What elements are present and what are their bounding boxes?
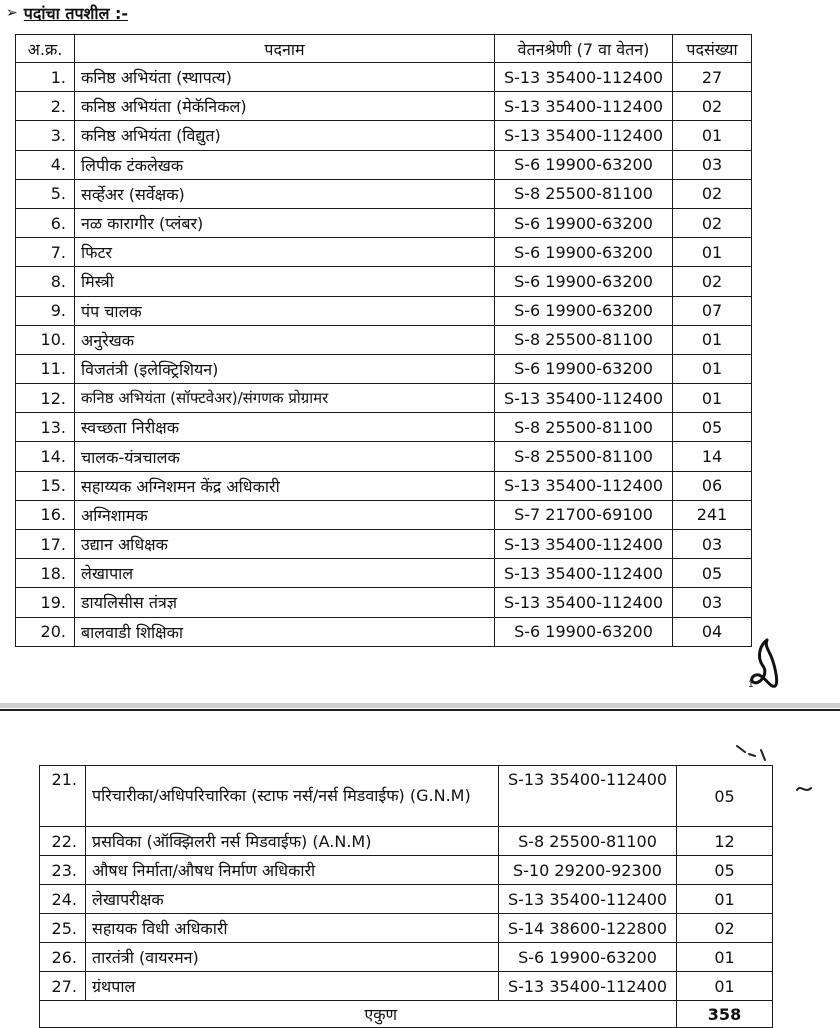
table-header-row (16, 35, 752, 63)
table-row (16, 267, 752, 296)
pay-scale: S-6 19900-63200 (495, 208, 673, 237)
post-count: 241 (673, 500, 752, 529)
sr-no: 22. (40, 827, 86, 856)
table-row (16, 354, 752, 383)
pay-scale: S-7 21700-69100 (495, 500, 673, 529)
post-name: चालक-यंत्रचालक (75, 442, 495, 471)
post-count: 01 (673, 354, 752, 383)
table-row (16, 384, 752, 413)
pay-scale: S-13 35400-112400 (495, 63, 673, 92)
pay-scale: S-8 25500-81100 (499, 827, 677, 856)
table-row (40, 972, 773, 1001)
post-name: बालवाडी शिक्षिका (75, 617, 495, 646)
table-row (16, 325, 752, 354)
pay-scale: S-13 35400-112400 (495, 92, 673, 121)
section-heading-text: पदांचा तपशील :- (23, 4, 129, 23)
sr-no: 26. (40, 943, 86, 972)
post-name: डायलिसीस तंत्रज्ञ (75, 588, 495, 617)
table-row (16, 179, 752, 208)
header-sr-no: अ.क्र. (16, 35, 75, 63)
table-row (16, 617, 752, 646)
pay-scale: S-13 35400-112400 (499, 972, 677, 1001)
sr-no: 25. (40, 914, 86, 943)
post-count: 02 (673, 208, 752, 237)
post-name: लेखापरीक्षक (86, 885, 499, 914)
post-name: कनिष्ठ अभियंता (विद्युत) (75, 121, 495, 150)
post-count: 01 (673, 121, 752, 150)
sr-no: 8. (16, 267, 75, 296)
pay-scale: S-6 19900-63200 (495, 267, 673, 296)
sr-no: 21. (40, 766, 86, 827)
header-post-count: पदसंख्या (673, 35, 752, 63)
sr-no: 20. (16, 617, 75, 646)
total-label: एकुण (86, 1001, 677, 1028)
table-row (40, 766, 773, 827)
page-break-divider (0, 709, 840, 711)
post-count: 06 (673, 471, 752, 500)
table-row (40, 914, 773, 943)
total-row (40, 1001, 773, 1028)
pay-scale: S-6 19900-63200 (495, 296, 673, 325)
pay-scale: S-8 25500-81100 (495, 325, 673, 354)
post-name: लेखापाल (75, 559, 495, 588)
table-row (16, 500, 752, 529)
post-name: कनिष्ठ अभियंता (मेकॅनिकल) (75, 92, 495, 121)
table-row (40, 885, 773, 914)
pay-scale: S-13 35400-112400 (495, 530, 673, 559)
pay-scale: S-14 38600-122800 (499, 914, 677, 943)
pay-scale: S-10 29200-92300 (499, 856, 677, 885)
sr-no: 11. (16, 354, 75, 383)
total-spacer (40, 1001, 86, 1028)
sr-no: 9. (16, 296, 75, 325)
post-count: 04 (673, 617, 752, 646)
sr-no: 1. (16, 63, 75, 92)
arrow-bullet-icon: ➢ (6, 5, 18, 21)
table-row (16, 92, 752, 121)
post-name: ग्रंथपाल (86, 972, 499, 1001)
sr-no: 18. (16, 559, 75, 588)
post-count: 02 (673, 267, 752, 296)
post-name: उद्यान अधिक्षक (75, 530, 495, 559)
post-name: प्रसविका (ऑक्झिलरी नर्स मिडवाईफ) (A.N.M) (86, 827, 499, 856)
pay-scale: S-13 35400-112400 (495, 559, 673, 588)
posts-table-page-1 (15, 34, 752, 647)
pay-scale: S-6 19900-63200 (499, 943, 677, 972)
post-count: 03 (673, 530, 752, 559)
post-name: अनुरेखक (75, 325, 495, 354)
table-row (16, 121, 752, 150)
pay-scale: S-13 35400-112400 (495, 588, 673, 617)
table-row (16, 208, 752, 237)
post-count: 12 (677, 827, 773, 856)
table-row (40, 943, 773, 972)
table-row (16, 442, 752, 471)
table-row (16, 413, 752, 442)
table-row (16, 588, 752, 617)
post-count: 01 (673, 384, 752, 413)
page-break-gap (0, 703, 840, 708)
total-count: 358 (677, 1001, 773, 1028)
sr-no: 13. (16, 413, 75, 442)
pay-scale: S-13 35400-112400 (495, 121, 673, 150)
table-row (40, 856, 773, 885)
sr-no: 4. (16, 150, 75, 179)
post-count: 27 (673, 63, 752, 92)
table-row (40, 827, 773, 856)
table-row (16, 296, 752, 325)
post-count: 01 (677, 885, 773, 914)
post-name: कनिष्ठ अभियंता (स्थापत्य) (75, 63, 495, 92)
sr-no: 3. (16, 121, 75, 150)
post-count: 05 (677, 766, 773, 827)
pay-scale: S-13 35400-112400 (499, 885, 677, 914)
sr-no: 12. (16, 384, 75, 413)
post-count: 05 (677, 856, 773, 885)
sr-no: 7. (16, 238, 75, 267)
table-row (16, 530, 752, 559)
post-name: सर्व्हेअर (सर्वेक्षक) (75, 179, 495, 208)
post-count: 02 (673, 179, 752, 208)
pay-scale: S-6 19900-63200 (495, 150, 673, 179)
sr-no: 6. (16, 208, 75, 237)
post-count: 01 (677, 943, 773, 972)
post-name: लिपीक टंकलेखक (75, 150, 495, 179)
post-name: तारतंत्री (वायरमन) (86, 943, 499, 972)
table-row (16, 471, 752, 500)
pay-scale: S-6 19900-63200 (495, 617, 673, 646)
pay-scale: S-6 19900-63200 (495, 238, 673, 267)
pay-scale: S-13 35400-112400 (495, 384, 673, 413)
page-number: 1 (748, 680, 754, 690)
pay-scale: S-13 35400-112400 (499, 766, 677, 827)
sr-no: 2. (16, 92, 75, 121)
sr-no: 17. (16, 530, 75, 559)
sr-no: 19. (16, 588, 75, 617)
post-count: 03 (673, 150, 752, 179)
post-count: 01 (673, 325, 752, 354)
post-count: 05 (673, 413, 752, 442)
post-count: 03 (673, 588, 752, 617)
pen-mark-icon (735, 742, 775, 762)
post-name: सहाय्यक अग्निशमन केंद्र अधिकारी (75, 471, 495, 500)
sr-no: 24. (40, 885, 86, 914)
post-name: नळ कारागीर (प्लंबर) (75, 208, 495, 237)
post-count: 05 (673, 559, 752, 588)
post-name: परिचारीका/अधिपरिचारिका (स्टाफ नर्स/नर्स मिडवाईफ) (G.N.M) (86, 766, 499, 827)
sr-no: 14. (16, 442, 75, 471)
sr-no: 15. (16, 471, 75, 500)
header-pay-scale: वेतनश्रेणी (7 वा वेतन) (495, 35, 673, 63)
pay-scale: S-8 25500-81100 (495, 179, 673, 208)
post-name: फिटर (75, 238, 495, 267)
sr-no: 23. (40, 856, 86, 885)
post-name: विजतंत्री (इलेक्ट्रिशियन) (75, 354, 495, 383)
section-heading (6, 2, 128, 24)
pay-scale: S-8 25500-81100 (495, 413, 673, 442)
post-count: 01 (677, 972, 773, 1001)
post-name: मिस्त्री (75, 267, 495, 296)
post-name: कनिष्ठ अभियंता (सॉफ्टवेअर)/संगणक प्रोग्रामर (75, 384, 495, 413)
post-count: 14 (673, 442, 752, 471)
header-post-name: पदनाम (75, 35, 495, 63)
post-count: 07 (673, 296, 752, 325)
table-row (16, 63, 752, 92)
pay-scale: S-13 35400-112400 (495, 471, 673, 500)
sr-no: 16. (16, 500, 75, 529)
post-name: स्वच्छता निरीक्षक (75, 413, 495, 442)
table-row (16, 150, 752, 179)
pen-mark-icon (795, 782, 815, 796)
pay-scale: S-6 19900-63200 (495, 354, 673, 383)
post-name: पंप चालक (75, 296, 495, 325)
posts-table-page-2 (39, 765, 773, 1028)
post-count: 02 (673, 92, 752, 121)
sr-no: 10. (16, 325, 75, 354)
post-name: सहायक विधी अधिकारी (86, 914, 499, 943)
sr-no: 5. (16, 179, 75, 208)
sr-no: 27. (40, 972, 86, 1001)
post-name: अग्निशामक (75, 500, 495, 529)
post-name: औषध निर्माता/औषध निर्माण अधिकारी (86, 856, 499, 885)
post-count: 01 (673, 238, 752, 267)
pay-scale: S-8 25500-81100 (495, 442, 673, 471)
table-row (16, 238, 752, 267)
post-count: 02 (677, 914, 773, 943)
table-row (16, 559, 752, 588)
